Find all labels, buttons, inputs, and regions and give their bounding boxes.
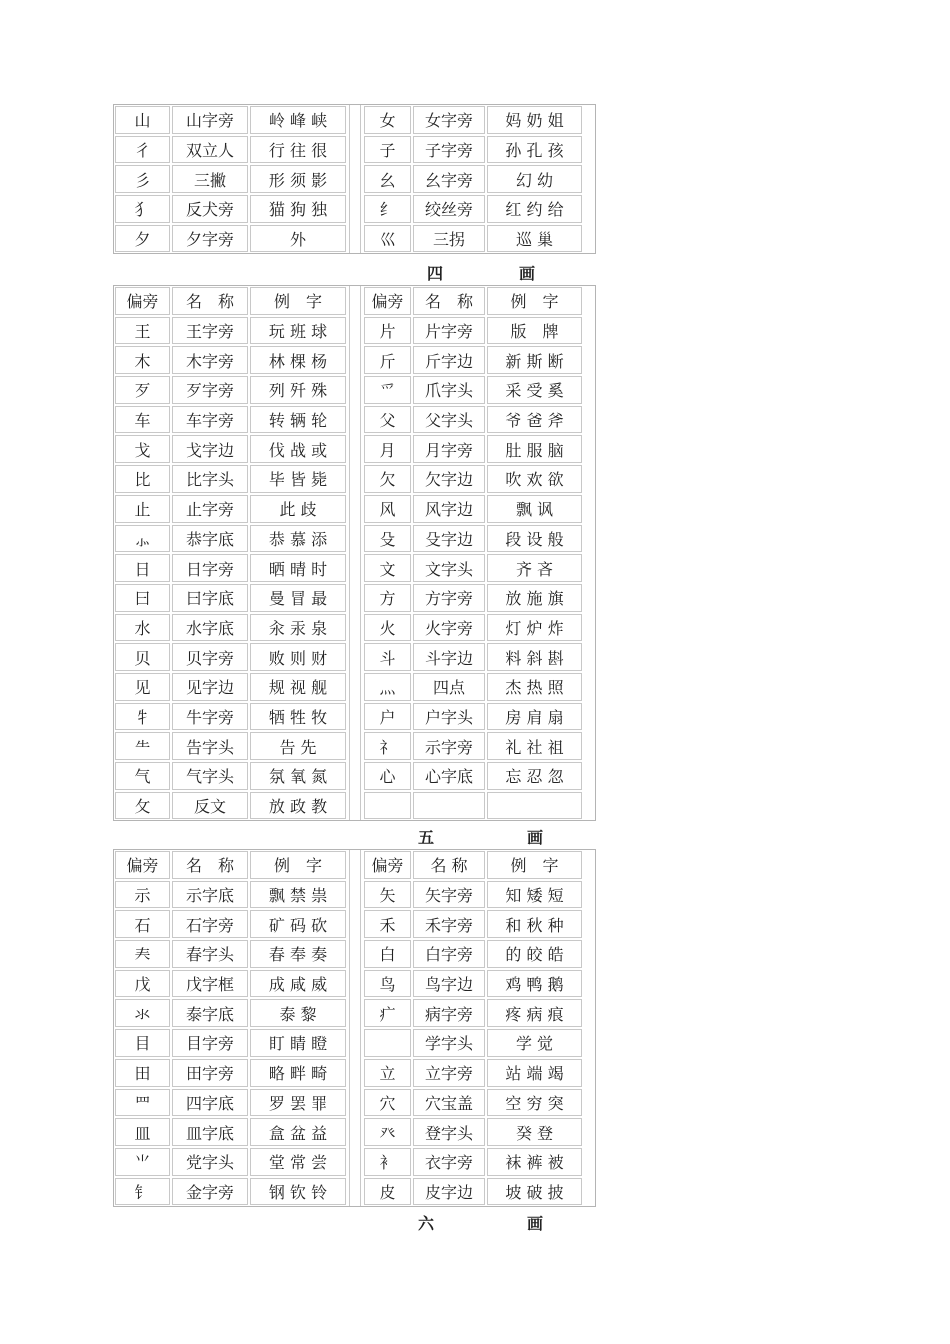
column-divider <box>349 761 361 791</box>
column-divider <box>349 672 361 702</box>
header-radical-name-cell: 名 称 <box>413 851 485 879</box>
example-chars-cell: 泰 黎 <box>250 999 346 1027</box>
radical-cell: 比 <box>115 465 170 493</box>
example-chars-cell: 肚 服 脑 <box>487 435 582 463</box>
table-row <box>114 194 595 224</box>
radical-name-cell: 气字头 <box>172 762 248 790</box>
radical-name-cell: 泰字底 <box>172 999 248 1027</box>
column-divider <box>349 194 361 224</box>
column-divider <box>349 939 361 969</box>
radical-cell: 癶 <box>364 1118 411 1146</box>
radical-name-cell: 登字头 <box>413 1118 485 1146</box>
radical-cell: 止 <box>115 495 170 523</box>
radical-name-cell: 见字边 <box>172 673 248 701</box>
radical-name-cell: 车字旁 <box>172 406 248 434</box>
header-radical-cell: 偏旁 <box>364 287 411 315</box>
example-chars-cell: 版 牌 <box>487 317 582 345</box>
radical-name-cell: 病字旁 <box>413 999 485 1027</box>
radical-name-cell: 石字旁 <box>172 910 248 938</box>
column-divider <box>349 105 361 135</box>
example-chars-cell: 爷 爸 斧 <box>487 406 582 434</box>
table-row <box>114 880 595 910</box>
radical-cell: 罒 <box>115 1089 170 1117</box>
radical-cell: 斤 <box>364 346 411 374</box>
table-row <box>114 164 595 194</box>
radical-cell: 戈 <box>115 435 170 463</box>
radical-cell: 歹 <box>115 376 170 404</box>
example-chars-cell: 矿 码 砍 <box>250 910 346 938</box>
example-chars-cell: 和 秋 种 <box>487 910 582 938</box>
example-chars-cell: 忘 忍 忽 <box>487 762 582 790</box>
table-radicals-3-strokes <box>113 104 596 254</box>
radical-name-cell: 学字头 <box>413 1029 485 1057</box>
radical-cell: 气 <box>115 762 170 790</box>
radical-cell <box>364 1029 411 1057</box>
table-row <box>114 583 595 613</box>
radical-name-cell: 绞丝旁 <box>413 195 485 223</box>
radical-name-cell: 田字旁 <box>172 1059 248 1087</box>
table-row <box>114 1117 595 1147</box>
table-row <box>114 494 595 524</box>
radical-cell: 鸟 <box>364 970 411 998</box>
radical-cell: 钅 <box>115 1178 170 1206</box>
section-heading-5-hua: 画 <box>527 828 544 847</box>
radical-cell: 殳 <box>364 525 411 553</box>
radical-cell: 彡 <box>115 165 170 193</box>
example-chars-cell: 转 辆 轮 <box>250 406 346 434</box>
radical-cell: 灬 <box>364 673 411 701</box>
radical-cell: 车 <box>115 406 170 434</box>
radical-cell: 爫 <box>364 376 411 404</box>
column-divider <box>349 1177 361 1207</box>
table-row <box>114 1058 595 1088</box>
example-chars-cell: 牺 牲 牧 <box>250 703 346 731</box>
radical-cell: 牜 <box>115 703 170 731</box>
table-row <box>114 316 595 346</box>
column-divider <box>349 345 361 375</box>
radical-cell: 方 <box>364 584 411 612</box>
radical-cell: 彳 <box>115 136 170 164</box>
radical-name-cell: 欠字边 <box>413 465 485 493</box>
column-divider <box>349 224 361 254</box>
radical-name-cell: 三拐 <box>413 225 485 253</box>
radical-cell: 父 <box>364 406 411 434</box>
radical-name-cell: 目字旁 <box>172 1029 248 1057</box>
radical-cell: 曰 <box>115 584 170 612</box>
example-chars-cell: 放 政 教 <box>250 792 346 820</box>
example-chars-cell: 行 往 很 <box>250 136 346 164</box>
example-chars-cell: 孙 孔 孩 <box>487 136 582 164</box>
example-chars-cell: 癸 登 <box>487 1118 582 1146</box>
radical-name-cell: 殳字边 <box>413 525 485 553</box>
example-chars-cell: 规 视 舰 <box>250 673 346 701</box>
radical-cell: 日 <box>115 554 170 582</box>
column-divider <box>349 286 361 316</box>
radical-name-cell: 幺字旁 <box>413 165 485 193</box>
column-divider <box>349 731 361 761</box>
table-header-row <box>114 286 595 316</box>
radical-name-cell: 爪字头 <box>413 376 485 404</box>
column-divider <box>349 464 361 494</box>
table-row <box>114 224 595 254</box>
radical-name-cell: 鸟字边 <box>413 970 485 998</box>
radical-name-cell: 夕字旁 <box>172 225 248 253</box>
radical-name-cell: 春字头 <box>172 940 248 968</box>
column-divider <box>349 880 361 910</box>
radical-cell: 衤 <box>364 1148 411 1176</box>
example-chars-cell: 礼 社 祖 <box>487 732 582 760</box>
radical-cell: 矢 <box>364 881 411 909</box>
example-chars-cell: 空 穷 突 <box>487 1089 582 1117</box>
column-divider <box>349 553 361 583</box>
example-chars-cell: 巡 巢 <box>487 225 582 253</box>
radical-cell: 斗 <box>364 643 411 671</box>
example-chars-cell: 学 觉 <box>487 1029 582 1057</box>
radical-cell: 王 <box>115 317 170 345</box>
header-example-chars-cell: 例 字 <box>250 287 346 315</box>
radical-cell: ⺧ <box>115 732 170 760</box>
example-chars-cell: 知 矮 短 <box>487 881 582 909</box>
radical-cell: 石 <box>115 910 170 938</box>
radical-name-cell: 方字旁 <box>413 584 485 612</box>
radical-cell: 心 <box>364 762 411 790</box>
table-row <box>114 375 595 405</box>
column-divider <box>349 375 361 405</box>
column-divider <box>349 1147 361 1177</box>
radical-cell: 火 <box>364 614 411 642</box>
column-divider <box>349 494 361 524</box>
section-heading-5-num: 五 <box>418 828 435 847</box>
example-chars-cell: 恭 慕 添 <box>250 525 346 553</box>
radical-cell <box>364 792 411 820</box>
table-row <box>114 434 595 464</box>
radical-cell: 木 <box>115 346 170 374</box>
radical-name-cell: 四字底 <box>172 1089 248 1117</box>
radical-name-cell: 曰字底 <box>172 584 248 612</box>
radical-name-cell: 戊字框 <box>172 970 248 998</box>
column-divider <box>349 316 361 346</box>
radical-name-cell: 党字头 <box>172 1148 248 1176</box>
radical-name-cell: 衣字旁 <box>413 1148 485 1176</box>
header-radical-name-cell: 名 称 <box>172 287 248 315</box>
example-chars-cell: 此 歧 <box>250 495 346 523</box>
example-chars-cell: 齐 吝 <box>487 554 582 582</box>
example-chars-cell: 杰 热 照 <box>487 673 582 701</box>
radical-name-cell: 水字底 <box>172 614 248 642</box>
radical-cell: 皮 <box>364 1178 411 1206</box>
example-chars-cell: 曼 冒 最 <box>250 584 346 612</box>
column-divider <box>349 642 361 672</box>
example-chars-cell: 采 受 奚 <box>487 376 582 404</box>
table-row <box>114 642 595 672</box>
radical-name-cell: 贝字旁 <box>172 643 248 671</box>
example-chars-cell: 毕 皆 毙 <box>250 465 346 493</box>
example-chars-cell: 钢 钦 铃 <box>250 1178 346 1206</box>
radical-name-cell: 比字头 <box>172 465 248 493</box>
column-divider <box>349 405 361 435</box>
table-row <box>114 791 595 821</box>
radical-cell: 疒 <box>364 999 411 1027</box>
radical-cell: ⺗ <box>115 525 170 553</box>
radical-cell: 田 <box>115 1059 170 1087</box>
radical-name-cell: 穴宝盖 <box>413 1089 485 1117</box>
radical-cell: 贝 <box>115 643 170 671</box>
example-chars-cell: 形 须 影 <box>250 165 346 193</box>
radical-name-cell: 月字旁 <box>413 435 485 463</box>
radical-name-cell: 户字头 <box>413 703 485 731</box>
radical-cell: 礻 <box>364 732 411 760</box>
radical-name-cell: 王字旁 <box>172 317 248 345</box>
example-chars-cell: 的 皎 皓 <box>487 940 582 968</box>
radical-cell: 户 <box>364 703 411 731</box>
radical-name-cell: 告字头 <box>172 732 248 760</box>
radical-name-cell: 禾字旁 <box>413 910 485 938</box>
column-divider <box>349 1028 361 1058</box>
radical-name-cell: 反文 <box>172 792 248 820</box>
radical-cell: 攵 <box>115 792 170 820</box>
section-heading-4-num: 四 <box>427 264 444 283</box>
header-example-chars-cell: 例 字 <box>487 287 582 315</box>
column-divider <box>349 1117 361 1147</box>
table-row <box>114 939 595 969</box>
table-row <box>114 135 595 165</box>
example-chars-cell: 房 肩 扇 <box>487 703 582 731</box>
header-radical-cell: 偏旁 <box>115 287 170 315</box>
radical-name-cell: 矢字旁 <box>413 881 485 909</box>
example-chars-cell: 伐 战 或 <box>250 435 346 463</box>
radical-name-cell: 片字旁 <box>413 317 485 345</box>
column-divider <box>349 850 361 880</box>
radical-cell: 皿 <box>115 1118 170 1146</box>
table-row <box>114 1177 595 1207</box>
column-divider <box>349 524 361 554</box>
table-row <box>114 105 595 135</box>
example-chars-cell: 新 斯 断 <box>487 346 582 374</box>
example-chars-cell: 玩 班 球 <box>250 317 346 345</box>
radical-cell: 目 <box>115 1029 170 1057</box>
column-divider <box>349 583 361 613</box>
example-chars-cell: 败 则 财 <box>250 643 346 671</box>
header-example-chars-cell: 例 字 <box>487 851 582 879</box>
header-radical-name-cell: 名 称 <box>172 851 248 879</box>
radical-cell: 氺 <box>115 999 170 1027</box>
table-row <box>114 345 595 375</box>
column-divider <box>349 1088 361 1118</box>
table-row <box>114 761 595 791</box>
radical-cell: 穴 <box>364 1089 411 1117</box>
example-chars-cell: 飘 讽 <box>487 495 582 523</box>
radical-name-cell: 四点 <box>413 673 485 701</box>
example-chars-cell: 外 <box>250 225 346 253</box>
example-chars-cell: 疼 病 痕 <box>487 999 582 1027</box>
example-chars-cell: 春 奉 奏 <box>250 940 346 968</box>
example-chars-cell: 飘 禁 祟 <box>250 881 346 909</box>
table-radicals-4-strokes <box>113 285 596 821</box>
radical-name-cell: 双立人 <box>172 136 248 164</box>
example-chars-cell: 料 斜 斟 <box>487 643 582 671</box>
radical-name-cell: 恭字底 <box>172 525 248 553</box>
radical-name-cell: 金字旁 <box>172 1178 248 1206</box>
radical-name-cell: 三撇 <box>172 165 248 193</box>
radical-cell: 月 <box>364 435 411 463</box>
radical-cell: 禾 <box>364 910 411 938</box>
radical-name-cell: 火字旁 <box>413 614 485 642</box>
column-divider <box>349 791 361 821</box>
example-chars-cell: 放 施 旗 <box>487 584 582 612</box>
radical-cell: 示 <box>115 881 170 909</box>
table-row <box>114 969 595 999</box>
column-divider <box>349 135 361 165</box>
radical-cell: 子 <box>364 136 411 164</box>
table-row <box>114 1028 595 1058</box>
table-row <box>114 405 595 435</box>
column-divider <box>349 1058 361 1088</box>
column-divider <box>349 909 361 939</box>
table-row <box>114 524 595 554</box>
table-row <box>114 702 595 732</box>
example-chars-cell: 猫 狗 独 <box>250 195 346 223</box>
example-chars-cell: 氛 氧 氮 <box>250 762 346 790</box>
radical-name-cell: 风字边 <box>413 495 485 523</box>
radical-name-cell: 歹字旁 <box>172 376 248 404</box>
radical-cell: ⺌ <box>115 1148 170 1176</box>
example-chars-cell <box>487 792 582 820</box>
example-chars-cell: 妈 奶 姐 <box>487 106 582 134</box>
column-divider <box>349 702 361 732</box>
example-chars-cell: 告 先 <box>250 732 346 760</box>
table-row <box>114 672 595 702</box>
example-chars-cell: 红 约 给 <box>487 195 582 223</box>
radical-cell: 欠 <box>364 465 411 493</box>
example-chars-cell: 列 歼 殊 <box>250 376 346 404</box>
radical-cell: 纟 <box>364 195 411 223</box>
section-heading-6-num: 六 <box>418 1214 435 1233</box>
table-row <box>114 1147 595 1177</box>
radical-name-cell: 日字旁 <box>172 554 248 582</box>
section-heading-6-hua: 画 <box>527 1214 544 1233</box>
radical-name-cell: 木字旁 <box>172 346 248 374</box>
table-row <box>114 613 595 643</box>
radical-name-cell: 山字旁 <box>172 106 248 134</box>
column-divider <box>349 998 361 1028</box>
radical-name-cell: 斗字边 <box>413 643 485 671</box>
radical-cell: 立 <box>364 1059 411 1087</box>
table-row <box>114 553 595 583</box>
example-chars-cell: 站 端 竭 <box>487 1059 582 1087</box>
radical-name-cell: 文字头 <box>413 554 485 582</box>
radical-cell: 白 <box>364 940 411 968</box>
radical-cell: 水 <box>115 614 170 642</box>
column-divider <box>349 969 361 999</box>
radical-name-cell: 牛字旁 <box>172 703 248 731</box>
section-heading-4-hua: 画 <box>519 264 536 283</box>
example-chars-cell: 段 设 般 <box>487 525 582 553</box>
example-chars-cell: 盒 盆 益 <box>250 1118 346 1146</box>
radical-name-cell: 子字旁 <box>413 136 485 164</box>
radical-cell: 文 <box>364 554 411 582</box>
example-chars-cell: 袜 裤 被 <box>487 1148 582 1176</box>
radical-name-cell: 心字底 <box>413 762 485 790</box>
radical-name-cell <box>413 792 485 820</box>
radical-cell: 犭 <box>115 195 170 223</box>
radical-name-cell: 皿字底 <box>172 1118 248 1146</box>
example-chars-cell: 吹 欢 欲 <box>487 465 582 493</box>
header-radical-cell: 偏旁 <box>364 851 411 879</box>
radical-name-cell: 斤字边 <box>413 346 485 374</box>
table-row <box>114 1088 595 1118</box>
radical-cell: 幺 <box>364 165 411 193</box>
radical-name-cell: 戈字边 <box>172 435 248 463</box>
radical-name-cell: 女字旁 <box>413 106 485 134</box>
column-divider <box>349 434 361 464</box>
table-row <box>114 909 595 939</box>
radical-cell: 巛 <box>364 225 411 253</box>
radical-cell: 𡗗 <box>115 940 170 968</box>
radical-cell: 戊 <box>115 970 170 998</box>
radical-cell: 见 <box>115 673 170 701</box>
radical-cell: 风 <box>364 495 411 523</box>
radical-cell: 女 <box>364 106 411 134</box>
radical-name-cell: 立字旁 <box>413 1059 485 1087</box>
table-header-row <box>114 850 595 880</box>
example-chars-cell: 略 畔 畸 <box>250 1059 346 1087</box>
table-row <box>114 731 595 761</box>
example-chars-cell: 成 咸 威 <box>250 970 346 998</box>
column-divider <box>349 164 361 194</box>
example-chars-cell: 盯 睛 瞪 <box>250 1029 346 1057</box>
radical-cell: 夕 <box>115 225 170 253</box>
example-chars-cell: 灯 炉 炸 <box>487 614 582 642</box>
example-chars-cell: 汆 汞 泉 <box>250 614 346 642</box>
example-chars-cell: 鸡 鸭 鹅 <box>487 970 582 998</box>
radical-name-cell: 反犬旁 <box>172 195 248 223</box>
radical-name-cell: 父字头 <box>413 406 485 434</box>
header-example-chars-cell: 例 字 <box>250 851 346 879</box>
header-radical-name-cell: 名 称 <box>413 287 485 315</box>
example-chars-cell: 坡 破 披 <box>487 1178 582 1206</box>
example-chars-cell: 晒 晴 时 <box>250 554 346 582</box>
example-chars-cell: 罗 罢 罪 <box>250 1089 346 1117</box>
table-radicals-5-strokes <box>113 849 596 1207</box>
radical-name-cell: 示字底 <box>172 881 248 909</box>
example-chars-cell: 幻 幼 <box>487 165 582 193</box>
radical-cell: 片 <box>364 317 411 345</box>
header-radical-cell: 偏旁 <box>115 851 170 879</box>
column-divider <box>349 613 361 643</box>
radical-name-cell: 皮字边 <box>413 1178 485 1206</box>
radical-name-cell: 白字旁 <box>413 940 485 968</box>
example-chars-cell: 堂 常 尝 <box>250 1148 346 1176</box>
table-row <box>114 998 595 1028</box>
radical-cell: 山 <box>115 106 170 134</box>
example-chars-cell: 林 棵 杨 <box>250 346 346 374</box>
radical-name-cell: 示字旁 <box>413 732 485 760</box>
radical-name-cell: 止字旁 <box>172 495 248 523</box>
example-chars-cell: 岭 峰 峡 <box>250 106 346 134</box>
table-row <box>114 464 595 494</box>
